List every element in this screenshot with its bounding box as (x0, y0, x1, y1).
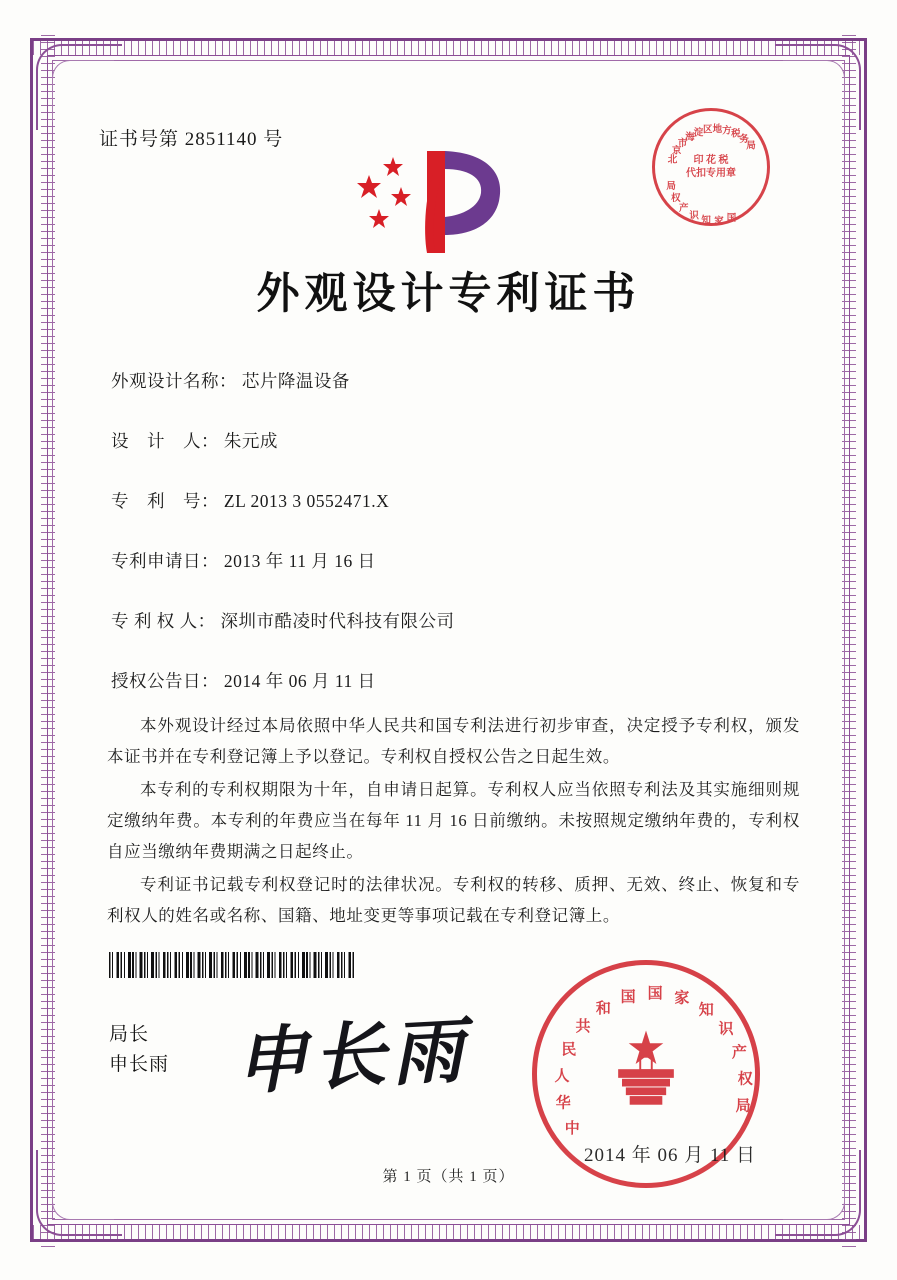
tax-seal-center-text (686, 154, 736, 180)
tax-stamp-seal: 北 京 市 海 淀 区 地 方 税 务 局 国 家 知 识 产 权 局 印 花 税 代扣专用章 (652, 108, 770, 226)
handwritten-signature: 申长雨 (233, 1006, 472, 1105)
field-label: 授权公告日： (111, 671, 219, 691)
field-value: 朱元成 (223, 431, 278, 451)
official-seal-ring-text: 中 华 人 民 共 和 国 国 家 知 识 产 权 局 (554, 984, 753, 1138)
cnipa-logo-icon (349, 135, 549, 260)
field-label: 专利申请日： (111, 551, 219, 571)
field-label: 设 计 人： (111, 431, 219, 451)
field-patentee (111, 608, 802, 633)
field-value: 2013 年 11 月 16 日 (223, 551, 376, 571)
legal-paragraph-1: 本外观设计经过本局依照中华人民共和国专利法进行初步审查，决定授予专利权，颁发本证书并在专利登记簿上予以登记。专利权自授权公告之日起生效。 (107, 716, 800, 766)
field-label: 外观设计名称： (111, 371, 237, 391)
seal-date: 2014 年 06 月 11 日 (583, 1145, 756, 1166)
field-patent-number (111, 488, 802, 513)
field-value: 2014 年 06 月 11 日 (223, 671, 376, 691)
field-design-name (111, 368, 802, 393)
legal-text-block (107, 710, 800, 933)
signature-block (109, 1020, 169, 1080)
field-value: 芯片降温设备 (241, 371, 350, 391)
legal-paragraph-2: 本专利的专利权期限为十年，自申请日起算。专利权人应当依照专利法及其实施细则规定缴纳年费。本专利的年费应当在每年 11 月 16 日前缴纳。未按照规定缴纳年费的，专利权自应当缴纳年费期满之日起终止。 (107, 780, 800, 861)
field-designer (111, 428, 802, 453)
field-value: 深圳市酷凌时代科技有限公司 (220, 611, 455, 631)
national-emblem-icon (598, 1028, 694, 1124)
barcode (109, 952, 355, 978)
page-footer: 第 1 页（共 1 页） (382, 1169, 515, 1185)
field-label: 专 利 权 人： (111, 611, 216, 631)
director-name: 申长雨 (109, 1054, 170, 1075)
certificate-content (75, 80, 822, 1200)
field-list (111, 368, 802, 728)
page-title: 外观设计专利证书 (256, 269, 641, 319)
certificate-number: 证书号第 2851140 号 (99, 129, 284, 150)
field-label: 专 利 号： (111, 491, 219, 511)
legal-paragraph-3: 专利证书记载专利权登记时的法律状况。专利权的转移、质押、无效、终止、恢复和专利权人的姓名或名称、国籍、地址变更等事项记载在专利登记簿上。 (107, 875, 800, 925)
director-title: 局长 (109, 1024, 150, 1045)
tax-seal-line-1: 印 花 税 (693, 155, 729, 166)
field-grant-date (111, 668, 802, 693)
field-value: ZL 2013 3 0552471.X (223, 491, 390, 511)
tax-seal-line-2: 代扣专用章 (686, 168, 736, 179)
field-application-date (111, 548, 802, 573)
